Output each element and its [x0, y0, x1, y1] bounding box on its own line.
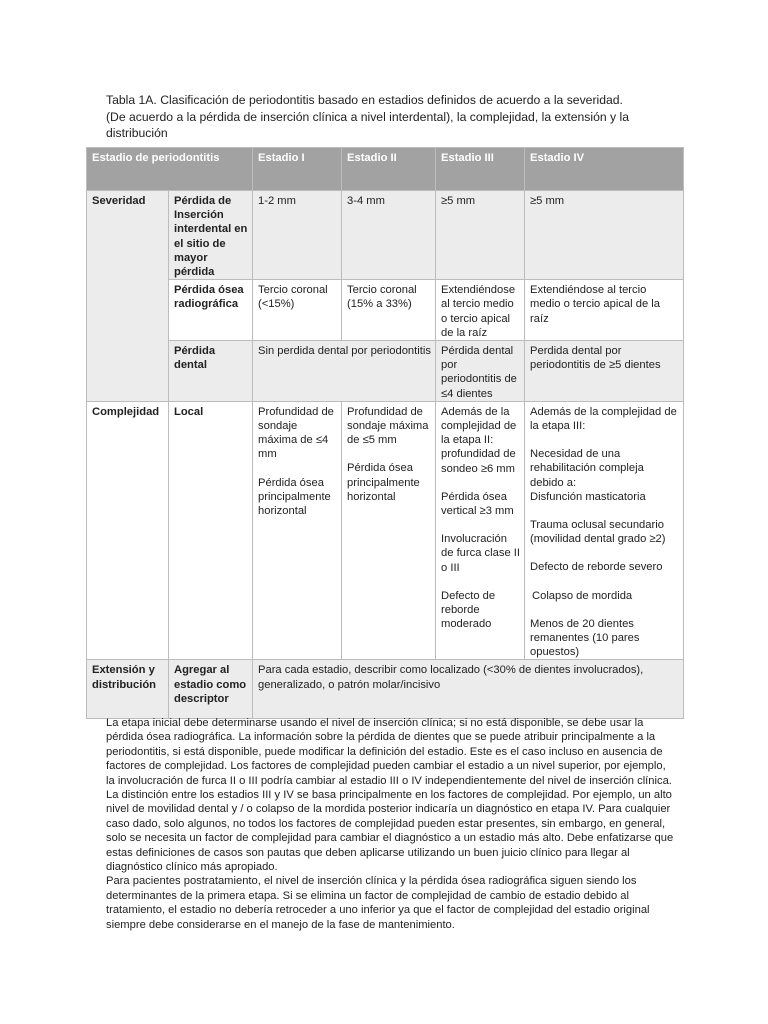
complexity-stage-3-d: Defecto de reborde moderado [441, 589, 496, 631]
header-stage-4: Estadio IV [525, 148, 684, 191]
complexity-stage-4-d: Trauma oclusal secundario (movilidad dental grado ≥2) [530, 519, 666, 546]
severity-rbl-stage-3: Extendiéndose al tercio medio o tercio apical de la raíz [436, 280, 525, 341]
body-paragraph-1: La etapa inicial debe determinarse usando el nivel de inserción clínica; si no está disponible, se debe usar la pérdida ósea radiográfica. La información sobre la pérdida de dientes que se puede atribuir principalmente a la periodontitis, si está disponible, puede modificar la definición del estadio. Este es el caso incluso en ausencia de factores de complejidad. Los factores de complejidad pueden cambiar el estadio a un nivel superior, por ejemplo, la involucración de furca II o III podría cambiar al estadio III o IV independientemente del nivel de inserción clínica. La distinción entre los estadios III y IV se basa principalmente en los factores de complejidad. Por ejemplo, un alto nivel de movilidad dental y / o colapso de la mordida posterior indicaría un diagnóstico en etapa IV. Para cualquier caso dado, solo algunos, no todos los factores de complejidad pueden estar presentes, sin embargo, en general, solo se necesita un factor de complejidad para cambiar el diagnóstico a un estadio más alto. Debe enfatizarse que estas definiciones de casos son pautas que deben aplicarse utilizando un buen juicio clínico para llegar al diagnóstico clínico más apropiado. [106, 717, 674, 874]
complexity-stage-3-b: Pérdida ósea vertical ≥3 mm [441, 490, 514, 518]
complexity-stage-1 [253, 401, 342, 660]
table-row [87, 341, 684, 402]
severity-cal-stage-1: 1-2 mm [253, 191, 342, 280]
classification-table [86, 147, 684, 719]
complexity-label: Complejidad [87, 401, 169, 660]
severity-label: Severidad [87, 191, 169, 402]
severity-cal-stage-4: ≥5 mm [525, 191, 684, 280]
complexity-stage-1-pd: Profundidad de sondaje máxima de ≤4 mm [258, 405, 334, 461]
severity-cal-label: Pérdida de Inserción interdental en el sitio de mayor pérdida [169, 191, 253, 280]
severity-toothloss-stage-4: Perdida dental por periodontitis de ≥5 dientes [525, 341, 684, 402]
table-caption [106, 92, 666, 142]
extension-sub-label: Agregar al estadio como descriptor [169, 660, 253, 719]
severity-rbl-stage-1: Tercio coronal (<15%) [253, 280, 342, 341]
table-row [87, 191, 684, 280]
extension-description: Para cada estadio, describir como localizado (<30% de dientes involucrados), generalizado, o patrón molar/incisivo [253, 660, 684, 719]
severity-toothloss-label: Pérdida dental [169, 341, 253, 402]
header-stage-2: Estadio II [342, 148, 436, 191]
complexity-stage-4-a: Además de la complejidad de la etapa III: [530, 405, 677, 433]
caption-line-1: Tabla 1A. Clasificación de periodontitis basado en estadios definidos de acuerdo a la severidad. [106, 93, 623, 107]
header-stage: Estadio de periodontitis [87, 148, 253, 191]
table-row [87, 401, 684, 660]
complexity-stage-4-b: Necesidad de una rehabilitación compleja debido a: [530, 448, 644, 489]
table-row [87, 660, 684, 719]
complexity-stage-3-c: Involucración de furca clase II o III [441, 533, 520, 574]
body-text [106, 716, 676, 932]
body-paragraph-2: Para pacientes postratamiento, el nivel de inserción clínica y la pérdida ósea radiográfica siguen siendo los determinantes de la primera etapa. Si se elimina un factor de complejidad de cambio de estadio debido al tratamiento, el estadio no debería retroceder a uno inferior ya que el factor de complejidad del estadio original siempre debe considerarse en el manejo de la fase de mantenimiento. [106, 875, 650, 931]
severity-rbl-stage-2: Tercio coronal (15% a 33%) [342, 280, 436, 341]
severity-cal-stage-2: 3-4 mm [342, 191, 436, 280]
table-row [87, 280, 684, 341]
severity-rbl-stage-4: Extendiéndose al tercio medio o tercio apical de la raíz [525, 280, 684, 341]
complexity-stage-3-a: Además de la complejidad de la etapa II: profundidad de sondeo ≥6 mm [441, 405, 517, 475]
severity-rbl-label: Pérdida ósea radiográfica [169, 280, 253, 341]
severity-toothloss-stage-1-2: Sin perdida dental por periodontitis [253, 341, 436, 402]
caption-line-3: distribución [106, 126, 168, 140]
complexity-stage-4 [525, 401, 684, 660]
complexity-stage-2-pd: Profundidad de sondaje máxima de ≤5 mm [347, 405, 429, 447]
complexity-stage-2-bone: Pérdida ósea principalmente horizontal [347, 462, 420, 503]
header-stage-1: Estadio I [253, 148, 342, 191]
severity-cal-stage-3: ≥5 mm [436, 191, 525, 280]
complexity-local-label: Local [169, 401, 253, 660]
complexity-stage-4-c: Disfunción masticatoria [530, 490, 646, 503]
caption-line-2: (De acuerdo a la pérdida de inserción clínica a nivel interdental), la complejidad, la extensión y la [106, 109, 630, 124]
complexity-stage-3 [436, 401, 525, 660]
complexity-stage-4-e: Defecto de reborde severo [530, 561, 663, 574]
header-stage-3: Estadio III [436, 148, 525, 191]
complexity-stage-2 [342, 401, 436, 660]
complexity-stage-1-bone: Pérdida ósea principalmente horizontal [258, 476, 331, 518]
complexity-stage-4-f: Colapso de mordida [532, 589, 633, 602]
severity-toothloss-stage-3: Pérdida dental por periodontitis de ≤4 dientes [436, 341, 525, 402]
complexity-stage-4-g: Menos de 20 dientes remanentes (10 pares opuestos) [530, 617, 640, 659]
table-header-row [87, 148, 684, 191]
extension-label: Extensión y distribución [87, 660, 169, 719]
